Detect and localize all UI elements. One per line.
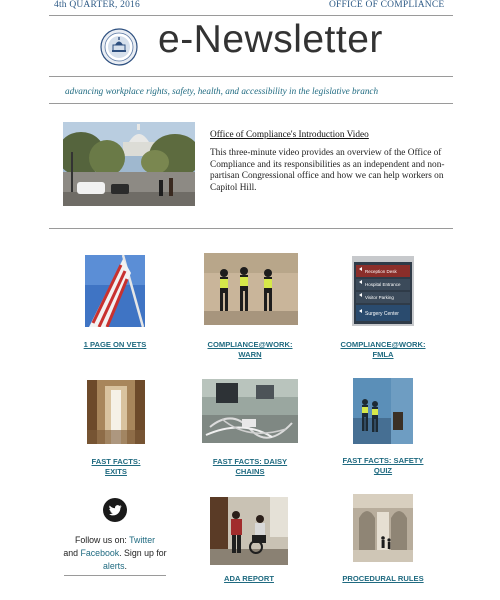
sign-text: Surgery Center bbox=[365, 311, 399, 317]
twitter-link[interactable]: Twitter bbox=[129, 535, 156, 545]
daisy-chains-image[interactable] bbox=[202, 379, 298, 443]
newsletter-title: e-Newsletter bbox=[158, 18, 383, 61]
item-label-line: FMLA bbox=[372, 350, 394, 359]
hospital-sign-image[interactable] bbox=[352, 256, 414, 326]
video-description: This three-minute video provides an overview of the Office of Compliance and its responsibilities as an independent and non-partisan Congressional office and how we can help workers on Capitol Hill. bbox=[210, 148, 445, 193]
item-label-line: COMPLIANCE@WORK: bbox=[207, 340, 293, 349]
item-link-safety-quiz[interactable] bbox=[323, 456, 443, 476]
item-label-line: EXITS bbox=[105, 467, 127, 476]
item-label-line: CHAINS bbox=[235, 467, 265, 476]
item-link-ada-report[interactable] bbox=[189, 574, 309, 584]
item-label-line: COMPLIANCE@WORK: bbox=[340, 340, 426, 349]
follow-text-part: Follow us on: bbox=[74, 535, 130, 545]
divider bbox=[49, 103, 453, 104]
item-link-warn[interactable] bbox=[190, 340, 310, 360]
item-label-line: 1 PAGE ON VETS bbox=[83, 340, 147, 349]
safety-quiz-image[interactable] bbox=[353, 378, 413, 444]
item-label-line: PROCEDURAL RULES bbox=[342, 574, 424, 583]
item-link-procedural-rules[interactable] bbox=[323, 574, 443, 584]
divider bbox=[64, 575, 166, 576]
item-label-line: ADA REPORT bbox=[224, 574, 274, 583]
video-title-link[interactable]: Office of Compliance's Introduction Video bbox=[210, 130, 369, 140]
item-label-line: FAST FACTS: DAISY bbox=[212, 457, 288, 466]
tagline: advancing workplace rights, safety, health, and accessibility in the legislative branch bbox=[65, 86, 379, 96]
top-bar bbox=[0, 0, 500, 14]
ada-report-image[interactable] bbox=[210, 497, 288, 565]
police-officers-image[interactable] bbox=[204, 253, 298, 325]
item-label-line: QUIZ bbox=[373, 466, 393, 475]
office-label: OFFICE OF COMPLIANCE bbox=[329, 0, 445, 10]
divider bbox=[49, 228, 453, 229]
sign-text: Visitor Parking bbox=[365, 295, 394, 300]
item-label-line: FAST FACTS: bbox=[91, 457, 141, 466]
divider bbox=[49, 15, 453, 16]
follow-text-part: . Sign up for bbox=[119, 548, 167, 558]
sign-text: Reception Desk bbox=[365, 269, 397, 274]
item-link-daisy-chains[interactable] bbox=[190, 457, 310, 477]
procedural-rules-image[interactable] bbox=[353, 494, 413, 562]
exit-corridor-image[interactable] bbox=[87, 380, 145, 444]
alerts-link[interactable]: alerts bbox=[103, 561, 125, 571]
video-thumbnail[interactable] bbox=[63, 122, 195, 206]
flag-image[interactable] bbox=[85, 255, 145, 327]
twitter-icon[interactable] bbox=[103, 498, 127, 522]
follow-text-part: . bbox=[124, 561, 127, 571]
item-link-vets[interactable] bbox=[55, 340, 175, 350]
seal-logo bbox=[100, 28, 138, 66]
item-link-fmla[interactable] bbox=[323, 340, 443, 360]
follow-text bbox=[56, 534, 174, 573]
follow-text-part: and bbox=[63, 548, 81, 558]
facebook-link[interactable]: Facebook bbox=[80, 548, 120, 558]
divider bbox=[49, 76, 453, 77]
quarter-label: 4th QUARTER, 2016 bbox=[54, 0, 140, 10]
item-label-line: FAST FACTS: SAFETY bbox=[342, 456, 424, 465]
sign-text: Hospital Entrance bbox=[365, 282, 401, 287]
item-label-line: WARN bbox=[238, 350, 262, 359]
item-link-exits[interactable] bbox=[56, 457, 176, 477]
